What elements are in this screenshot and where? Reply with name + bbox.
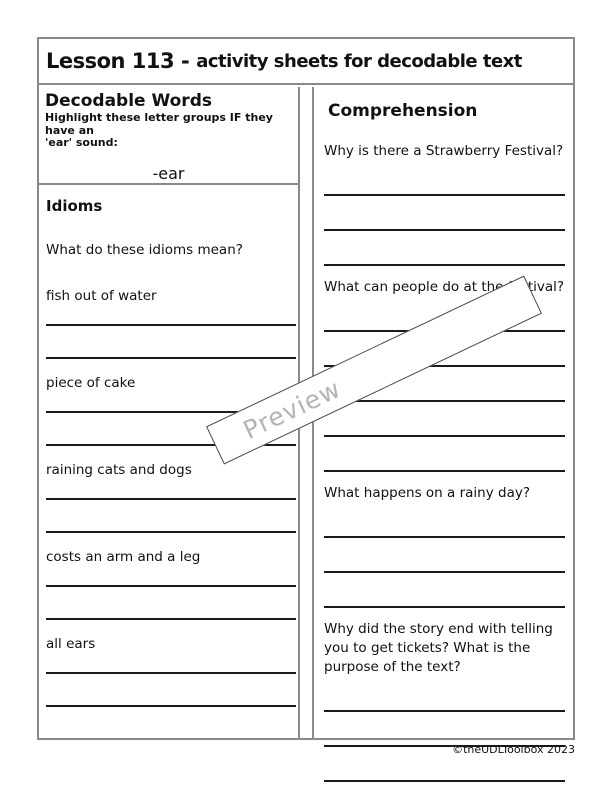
answer-line bbox=[46, 618, 296, 620]
decodable-words-heading: Decodable Words bbox=[45, 91, 212, 111]
idiom-item bbox=[46, 548, 291, 620]
idiom-item bbox=[46, 635, 291, 707]
copyright-credit: ©theUDLToolbox 2023 bbox=[452, 743, 575, 756]
lesson-number-title: Lesson 113 - bbox=[46, 49, 190, 73]
question-text: What can people do at the festival? bbox=[324, 279, 565, 295]
comprehension-question bbox=[324, 620, 565, 782]
answer-line bbox=[324, 400, 565, 402]
answer-line bbox=[46, 672, 296, 674]
answer-line bbox=[324, 536, 565, 538]
answer-line bbox=[46, 498, 296, 500]
idiom-label: raining cats and dogs bbox=[46, 462, 192, 478]
answer-line bbox=[46, 705, 296, 707]
question-text: What happens on a rainy day? bbox=[324, 485, 530, 501]
answer-line bbox=[324, 571, 565, 573]
comprehension-question bbox=[324, 142, 565, 266]
answer-line bbox=[324, 194, 565, 196]
idiom-item bbox=[46, 287, 291, 359]
answer-line bbox=[324, 780, 565, 782]
idioms-prompt: What do these idioms mean? bbox=[46, 242, 243, 258]
answer-line bbox=[324, 470, 565, 472]
decodable-words-section bbox=[39, 87, 298, 185]
question-text: Why is there a Strawberry Festival? bbox=[324, 143, 564, 159]
answer-line bbox=[46, 324, 296, 326]
comprehension-section bbox=[312, 87, 573, 738]
idiom-label: costs an arm and a leg bbox=[46, 549, 201, 565]
answer-line bbox=[46, 531, 296, 533]
idiom-item bbox=[46, 461, 291, 533]
answer-line bbox=[324, 264, 565, 266]
answer-line bbox=[46, 357, 296, 359]
idiom-label: all ears bbox=[46, 636, 96, 652]
worksheet-title-bar bbox=[39, 39, 573, 85]
comprehension-heading: Comprehension bbox=[328, 101, 478, 121]
instruction-line-1: Highlight these letter groups IF they have an bbox=[45, 111, 273, 137]
answer-line bbox=[324, 229, 565, 231]
answer-line bbox=[46, 585, 296, 587]
decodable-words-instructions bbox=[45, 112, 292, 150]
preview-watermark-label: Preview bbox=[238, 373, 346, 445]
idiom-label: piece of cake bbox=[46, 375, 136, 391]
question-text: Why did the story end with telling you to get tickets? What is the purpose of the text? bbox=[324, 621, 553, 675]
worksheet-subtitle: activity sheets for decodable text bbox=[196, 50, 522, 72]
comprehension-question bbox=[324, 484, 565, 608]
answer-line bbox=[324, 435, 565, 437]
idioms-heading: Idioms bbox=[46, 197, 103, 215]
instruction-line-2: 'ear' sound: bbox=[45, 136, 118, 149]
answer-line bbox=[324, 606, 565, 608]
idiom-label: fish out of water bbox=[46, 288, 157, 304]
letter-group-ear: -ear bbox=[152, 163, 185, 183]
answer-line bbox=[324, 710, 565, 712]
